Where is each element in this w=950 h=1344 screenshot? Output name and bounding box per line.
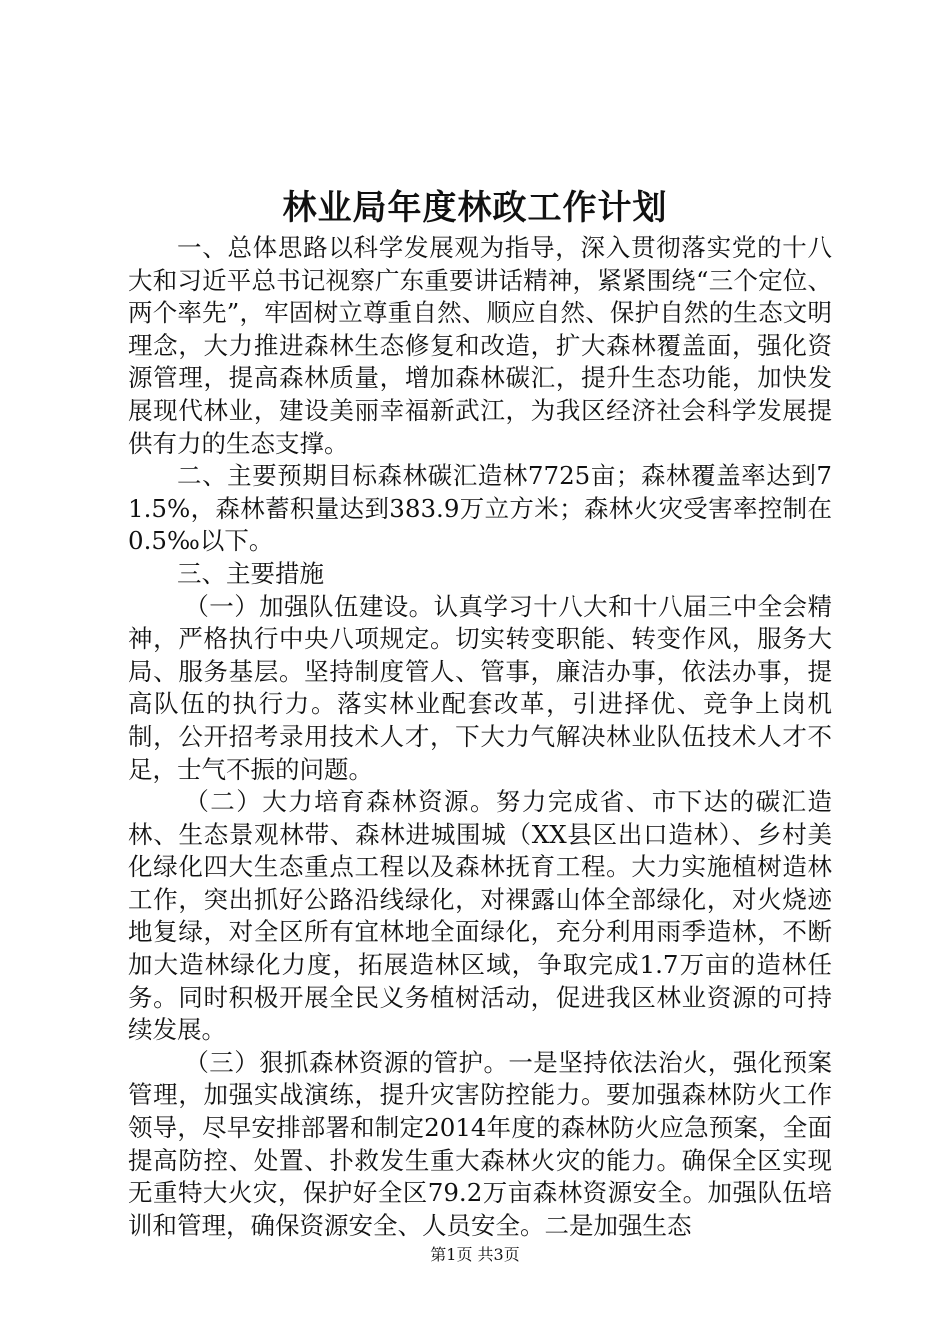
paragraph-expected-targets: 二、主要预期目标森林碳汇造林7725亩；森林覆盖率达到71.5%，森林蓄积量达到383.9万立方米；森林火灾受害率控制在0.5‰以下。 [128, 461, 832, 556]
page-number: 第1页 [430, 1245, 473, 1264]
page-total: 共3页 [477, 1245, 520, 1264]
document-title: 林业局年度林政工作计划 [282, 188, 668, 228]
paragraph-overall-approach: 一、总体思路以科学发展观为指导，深入贯彻落实党的十八大和习近平总书记视察广东重要讲话精神，紧紧围绕“三个定位、两个率先”，牢固树立尊重自然、顺应自然、保护自然的生态文明理念，大力推进森林生态修复和改造，扩大森林覆盖面，强化资源管理，提高森林质量，增加森林碳汇，提升生态功能，加快发展现代林业，建设美丽幸福新武江，为我区经济社会科学发展提供有力的生态支撑。 [128, 233, 832, 458]
document-body [128, 232, 832, 1242]
paragraph-forest-cultivation: （二）大力培育森林资源。努力完成省、市下达的碳汇造林、生态景观林带、森林进城围城（XX县区出口造林）、乡村美化绿化四大生态重点工程以及森林抚育工程。大力实施植树造林工作，突出抓好公路沿线绿化，对裸露山体全部绿化，对火烧迹地复绿，对全区所有宜林地全面绿化，充分利用雨季造林，不断加大造林绿化力度，拓展造林区域，争取完成1.7万亩的造林任务。同时积极开展全民义务植树活动，促进我区林业资源的可持续发展。 [128, 787, 832, 1045]
paragraph-main-measures-heading: 三、主要措施 [177, 558, 324, 588]
paragraph-team-building: （一）加强队伍建设。认真学习十八大和十八届三中全会精神，严格执行中央八项规定。切实转变职能、转变作风，服务大局、服务基层。坚持制度管人、管事，廉洁办事，依法办事，提高队伍的执行力。落实林业配套改革，引进择优、竞争上岗机制，公开招考录用技术人才，下大力气解决林业队伍技术人才不足，士气不振的问题。 [128, 591, 832, 784]
paragraph-forest-protection: （三）狠抓森林资源的管护。一是坚持依法治火，强化预案管理，加强实战演练，提升灾害防控能力。要加强森林防火工作领导，尽早安排部署和制定2014年度的森林防火应急预案，全面提高防控、处置、扑救发生重大森林火灾的能力。确保全区实现无重特大火灾，保护好全区79.2万亩森林资源安全。加强队伍培训和管理，确保资源安全、人员安全。二是加强生态 [128, 1047, 832, 1240]
page-footer [0, 1245, 950, 1265]
